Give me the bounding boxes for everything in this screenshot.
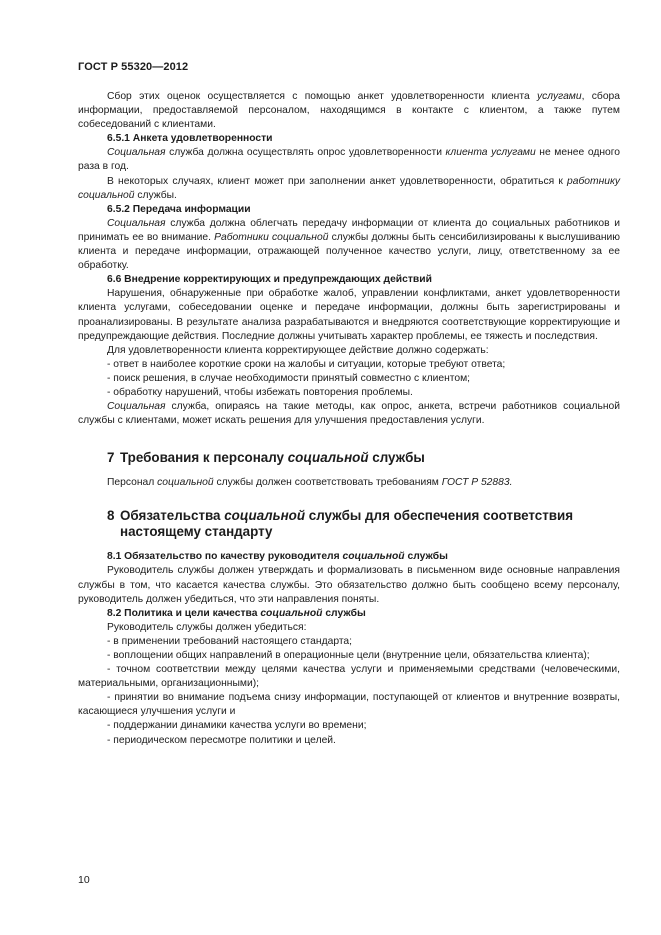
- list-item: - точном соответствии между целями качества услуги и применяемыми средствами (человеческими, материальными, организационными);: [78, 664, 620, 690]
- section-heading-8-1: 8.1 Обязательство по качеству руководителя социальной службы: [107, 551, 448, 563]
- list-item: - поддержании динамики качества услуги во времени;: [107, 720, 367, 732]
- page-number: 10: [78, 874, 90, 886]
- paragraph: Руководитель службы должен утверждать и формализовать в письменном виде основные направления службы в том, что касается качества службы. Это обязательство должно быть сообщено всему персоналу, руководитель должен убедиться, что эти направления поняты.: [78, 565, 620, 605]
- list-item: - ответ в наиболее короткие сроки на жалобы и ситуации, которые требуют ответа;: [107, 358, 506, 370]
- paragraph: Социальная служба должна облегчать передачу информации от клиента до социальных работников и принимать ее во внимание. Работники социальной службы должны быть сенсибилизированы к выслушиванию клиента и передаче информации, отражающей полученное качество услуги, лицу, ответственному за ее обработку.: [78, 217, 620, 272]
- paragraph: Социальная служба должна осуществлять опрос удовлетворенности клиента услугами не менее одного раза в год.: [78, 147, 620, 173]
- list-item: - поиск решения, в случае необходимости принятый совместно с клиентом;: [107, 372, 471, 384]
- list-item: - воплощении общих направлений в операционные цели (внутренние цели, обязательства клиента);: [107, 650, 590, 661]
- paragraph: Сбор этих оценок осуществляется с помощью анкет удовлетворенности клиента услугами, сбора информации, предоставляемой персоналом, находящимся в контакте с клиентом, а также путем собеседований с клиентами.: [78, 91, 620, 131]
- section-heading-8-2: 8.2 Политика и цели качества социальной службы: [107, 607, 366, 619]
- subsection-heading-6-5-2: 6.5.2 Передача информации: [107, 203, 251, 215]
- list-item: - принятии во внимание подъема снизу информации, поступающей от клиентов и внутренние возвраты, касающиеся улучшения услуги и: [78, 692, 620, 718]
- paragraph: Нарушения, обнаруженные при обработке жалоб, управлении конфликтами, анкет удовлетворенности клиента услугами, собеседовании оценке и передаче информации, должны быть зарегистрированы и проанализированы. В результате анализа разрабатываются и внедряются соответствующие корректирующие и предупреждающие действия. Последние должны учитывать характер проблемы, ее тяжесть и последствия.: [78, 288, 620, 342]
- list-item: - обработку нарушений, чтобы избежать повторения проблемы.: [107, 386, 413, 398]
- paragraph: В некоторых случаях, клиент может при заполнении анкет удовлетворенности, обратиться к работнику социальной службы.: [78, 175, 620, 201]
- paragraph: Социальная служба, опираясь на такие методы, как опрос, анкета, встречи работников социальной службы с клиентами, может искать решения для улучшения предоставления услуги.: [78, 401, 620, 427]
- page-body: [78, 90, 620, 748]
- paragraph: Руководитель службы должен убедиться:: [107, 621, 307, 633]
- chapter-heading-8: 8 Обязательства социальной службы для обеспечения соответствия настоящему стандарту: [107, 508, 574, 540]
- document-code: ГОСТ Р 55320—2012: [78, 61, 189, 73]
- list-item: - в применении требований настоящего стандарта;: [107, 635, 353, 647]
- chapter-heading-7: 7 Требования к персоналу социальной службы: [107, 450, 425, 466]
- section-heading-6-6: 6.6 Внедрение корректирующих и предупреждающих действий: [107, 274, 432, 286]
- paragraph: Для удовлетворенности клиента корректирующее действие должно содержать:: [107, 344, 489, 356]
- subsection-heading-6-5-1: 6.5.1 Анкета удовлетворенности: [107, 133, 273, 145]
- paragraph: Персонал социальной службы должен соответствовать требованиям ГОСТ Р 52883.: [107, 477, 513, 489]
- list-item: - периодическом пересмотре политики и целей.: [107, 734, 336, 746]
